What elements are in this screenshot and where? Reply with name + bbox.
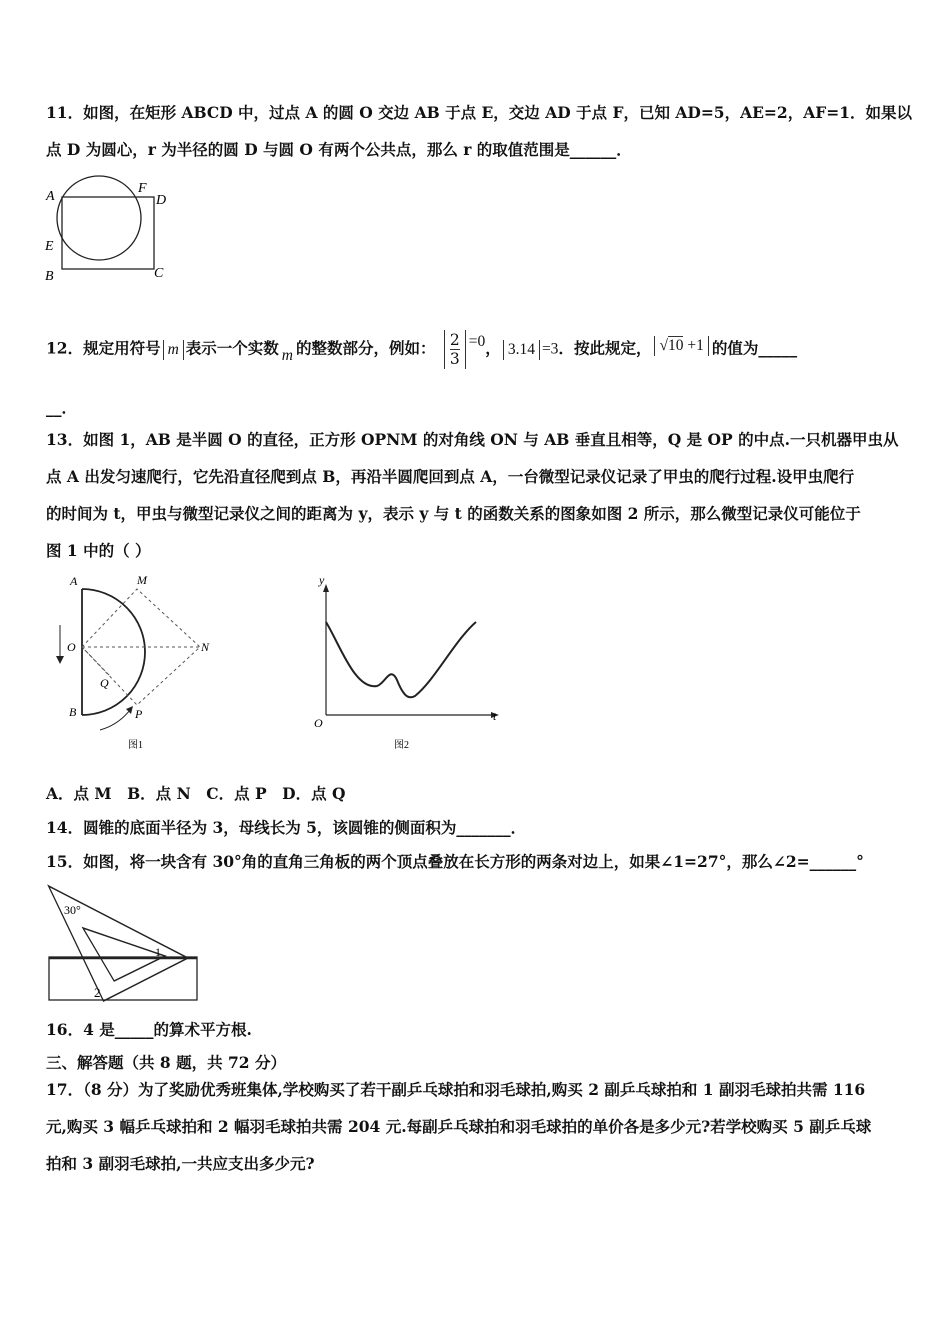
rectangle — [49, 957, 197, 1000]
label-f: F — [138, 181, 147, 196]
label-m: M — [137, 573, 147, 587]
q13-figure1 — [40, 570, 230, 760]
q12-line2: __． — [46, 398, 78, 417]
label-e: E — [45, 239, 54, 254]
q12-ex2: 3.14 — [503, 340, 540, 360]
curved-arrow — [100, 710, 130, 730]
q15-text: 15．如图，将一块含有 30°角的直角三角板的两个顶点叠放在长方形的两条对边上，如果∠1=27°，那么∠2=______° — [46, 852, 864, 871]
q12-sqrt-val: 10 — [667, 336, 684, 354]
q12-eq3: =3 — [541, 340, 559, 358]
q17-line2: 元,购买 3 幅乒乓球拍和 2 幅羽毛球拍共需 204 元.每副乒乓球拍和羽毛球拍的单价各是多少元?若学校购买 5 副乒乓球 — [46, 1117, 872, 1136]
angle-30-label: 30° — [64, 903, 81, 917]
label-q: Q — [100, 676, 109, 690]
q12-sqrt-bracket: √10 +1 — [654, 336, 708, 356]
q11-line1: 11．如图，在矩形 ABCD 中，过点 A 的圆 O 交边 AB 于点 E，交边 AD 于点 F，已知 AD=5，AE=2，AF=1．如果以 — [46, 103, 913, 122]
q12-line1 — [46, 330, 797, 369]
q12-part5: 的值为_____ — [711, 338, 798, 358]
q17-line3: 拍和 3 副羽毛球拍,一共应支出多少元? — [46, 1154, 315, 1173]
q12-frac-num: 2 — [449, 331, 460, 349]
label-a: A — [70, 574, 78, 588]
label-p: P — [135, 707, 143, 721]
fig2-caption: 图2 — [394, 740, 409, 751]
label-d: D — [156, 193, 167, 208]
angle-2-label: 2 — [94, 985, 101, 1000]
q12-part4: ．按此规定， — [558, 338, 652, 358]
q13-line1: 13．如图 1，AB 是半圆 O 的直径，正方形 OPNM 的对角线 ON 与 AB 垂直且相等，Q 是 OP 的中点.一只机器甲虫从 — [46, 430, 899, 449]
label-t: t — [493, 709, 497, 723]
label-a: A — [46, 189, 55, 204]
q12-bracket-m: m — [163, 340, 184, 360]
triangle-inner — [83, 928, 165, 981]
label-o: O — [314, 716, 323, 730]
label-b: B — [45, 269, 54, 284]
q13-figure2 — [305, 570, 510, 760]
q12-fraction-bracket — [444, 330, 466, 369]
label-c: C — [154, 266, 164, 281]
q13-line2: 点 A 出发匀速爬行，它先沿直径爬到点 B，再沿半圆爬回到点 A，一台微型记录仪记录了甲虫的爬行过程.设甲虫爬行 — [46, 467, 855, 486]
q12-part3: 的整数部分，例如： — [296, 338, 436, 358]
q12-eq0: =0 — [468, 332, 486, 350]
section-header: 三、解答题（共 8 题，共 72 分） — [46, 1053, 286, 1072]
q12-part1: 12．规定用符号 — [46, 338, 161, 358]
q11-figure — [40, 170, 180, 285]
q12-m: m — [281, 346, 293, 364]
label-n: N — [201, 640, 210, 654]
q13-line3: 的时间为 t，甲虫与微型记录仪之间的距离为 y，表示 y 与 t 的函数关系的图象如图 2 所示，那么微型记录仪可能位于 — [46, 504, 861, 523]
q17-line1: 17．（8 分）为了奖励优秀班集体,学校购买了若干副乒乓球拍和羽毛球拍,购买 2 副乒乓球拍和 1 副羽毛球拍共需 116 — [46, 1080, 866, 1099]
semicircle — [82, 589, 145, 715]
label-o: O — [67, 640, 76, 654]
circle-o — [57, 176, 141, 260]
q12-part2: 表示一个实数 — [185, 338, 279, 358]
fig1-caption: 图1 — [128, 740, 143, 751]
q16-text: 16．4 是_____的算术平方根. — [46, 1020, 252, 1039]
graph-curve — [326, 622, 476, 697]
label-b: B — [69, 705, 77, 719]
q15-figure — [44, 883, 204, 1008]
q11-line2: 点 D 为圆心，r 为半径的圆 D 与圆 O 有两个公共点，那么 r 的取值范围是______． — [46, 140, 632, 159]
q13-options: A．点 M B．点 N C．点 P D．点 Q — [46, 784, 346, 803]
q12-frac-den: 3 — [449, 350, 460, 368]
angle-1-label: 1 — [155, 945, 161, 959]
q12-plus1: +1 — [687, 336, 704, 354]
q13-line4: 图 1 中的（ ） — [46, 541, 151, 560]
q12-comma: ， — [485, 338, 501, 358]
label-y: y — [319, 573, 325, 587]
down-arrow-head — [56, 656, 64, 664]
q14-text: 14．圆锥的底面半径为 3，母线长为 5，该圆锥的侧面积为_______． — [46, 818, 527, 837]
